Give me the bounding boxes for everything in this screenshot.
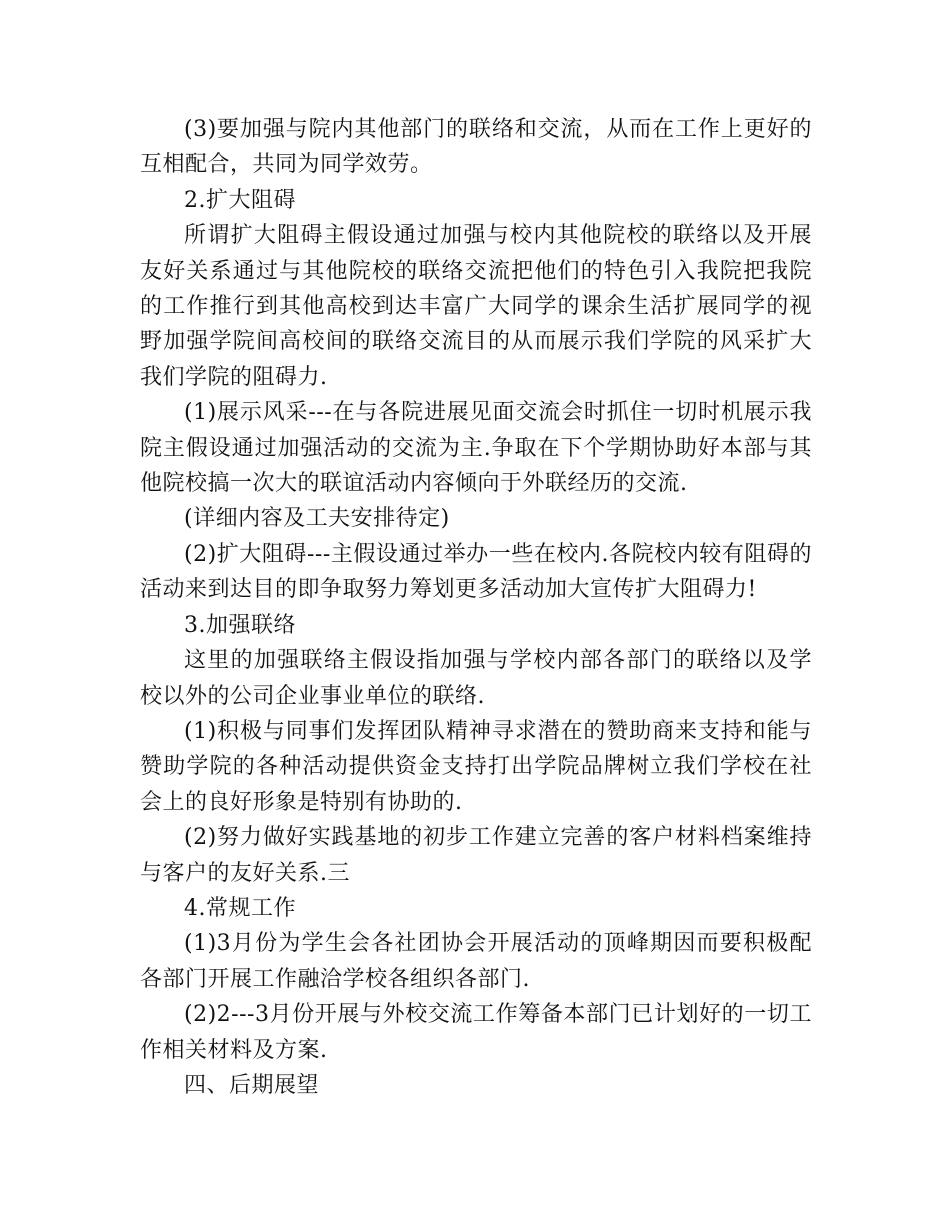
- paragraph-expand-influence-activities: (2)扩大阻碍---主假设通过举办一些在校内.各院校内较有阻碍的活动来到达目的即争取努力筹划更多活动加大宣传扩大阻碍力!: [140, 541, 812, 603]
- section-heading-strengthen-contact: 3.加强联络: [184, 612, 296, 638]
- section-heading-expand-influence: 2.扩大阻碍: [184, 187, 296, 213]
- paragraph-strengthen-contact: 这里的加强联络主假设指加强与学校内部各部门的联络以及学校以外的公司企业事业单位的联络.: [140, 648, 812, 709]
- paragraph-exchange-preparation: (2)2---3月份开展与外校交流工作筹备本部门已计划好的一切工作相关材料及方案.: [140, 1002, 812, 1063]
- section-heading-routine-work: 4.常规工作: [184, 895, 296, 921]
- section-heading-outlook: 四、后期展望: [184, 1072, 320, 1098]
- paragraph-show-style: (1)展示风采---在与各院进展见面交流会时抓住一切时机展示我院主假设通过加强活动的交流为主.争取在下个学期协助好本部与其他院校搞一次大的联谊活动内容倾向于外联经历的交流.: [140, 400, 812, 497]
- paragraph-march-activities: (1)3月份为学生会各社团协会开展活动的顶峰期因而要积极配各部门开展工作融洽学校各组织各部门.: [140, 931, 812, 992]
- paragraph-practice-base: (2)努力做好实践基地的初步工作建立完善的客户材料档案维持与客户的友好关系.三: [140, 825, 812, 886]
- paragraph-sponsors: (1)积极与同事们发挥团队精神寻求潜在的赞助商来支持和能与赞助学院的各种活动提供资金支持打出学院品牌树立我们学校在社会上的良好形象是特别有协助的.: [140, 718, 812, 815]
- paragraph-coordination: (3)要加强与院内其他部门的联络和交流，从而在工作上更好的互相配合，共同为同学效劳。: [140, 117, 812, 178]
- document-body: [140, 112, 812, 1103]
- paragraph-details-pending: (详细内容及工夫安排待定): [184, 506, 450, 532]
- paragraph-expand-influence: 所谓扩大阻碍主假设通过加强与校内其他院校的联络以及开展友好关系通过与其他院校的联络交流把他们的特色引入我院把我院的工作推行到其他高校到达丰富广大同学的课余生活扩展同学的视野加强学院间高校间的联络交流目的从而展示我们学院的风采扩大我们学院的阻碍力.: [140, 223, 812, 390]
